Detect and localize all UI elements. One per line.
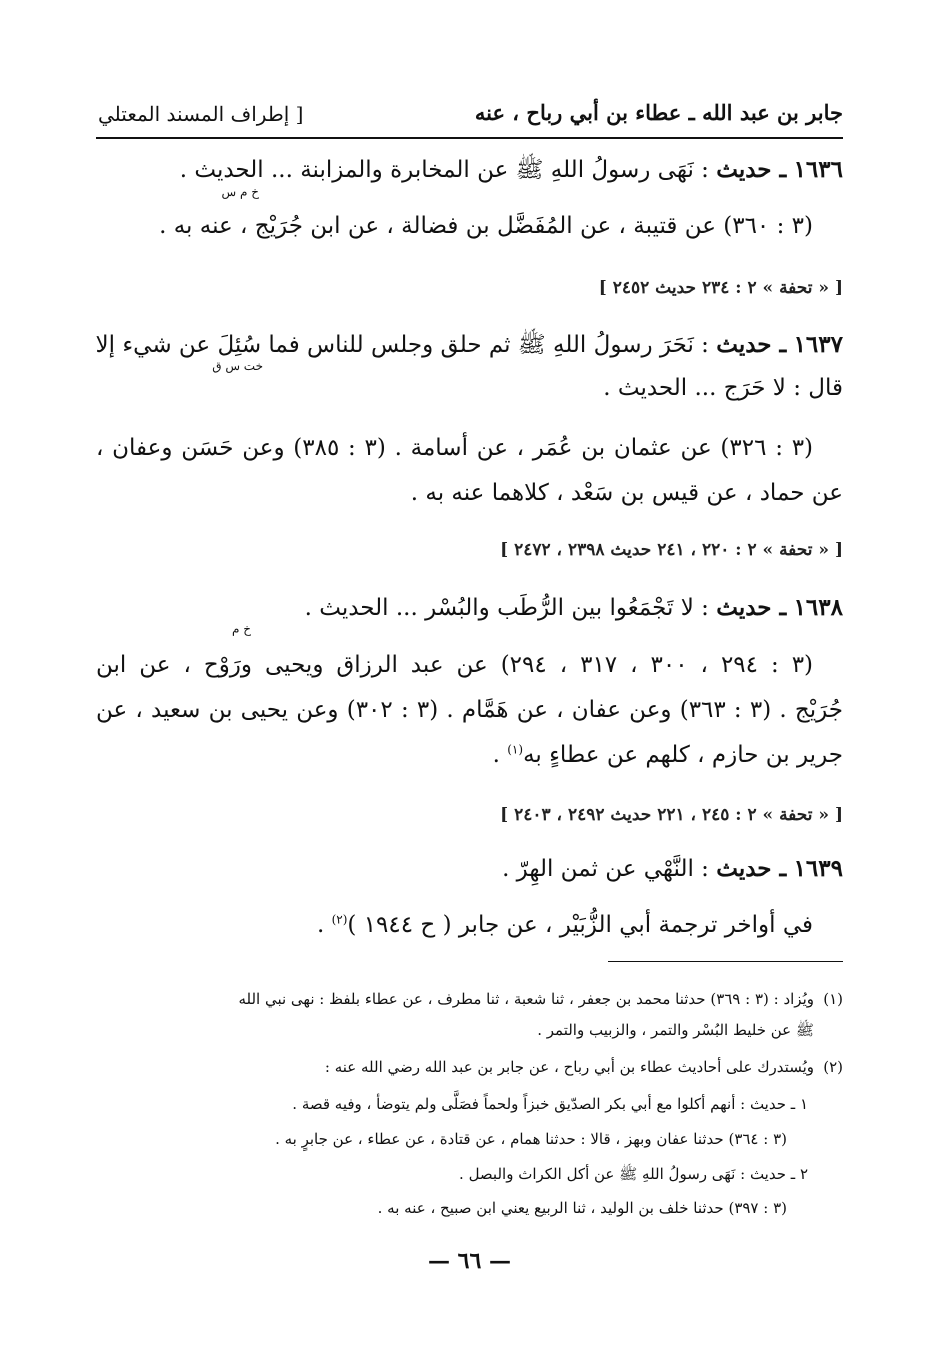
footnote-2-line: ٢ ـ حديث : نَهَى رسولُ اللهِ ﷺ عن أكل الكراث والبصل . [459,1165,808,1183]
entry-1639-heading: ١٦٣٩ ـ حديث : النَّهْي عن ثمن الهِرّ . [502,855,843,882]
entry-number: ١٦٣٧ [793,331,843,358]
entry-number: ١٦٣٨ [793,594,843,621]
entry-1638-source: (٣ : ٢٩٤ ، ٣٠٠ ، ٣١٧ ، ٢٩٤) عن عبد الرزاق ويحيى ورَوْح ، عن ابن [96,652,814,678]
entry-1638-source-cont2: جرير بن حازم ، كلهم عن عطاءٍ به$^{(١)}$ . [492,742,843,768]
entry-1639-source: في أواخر ترجمة أبي الزُّبَيْر ، عن جابر ( ح ١٩٤٤ )$^{(٢)}$ . [316,912,813,938]
entry-1637-source: (٣ : ٣٢٦) عن عثمان بن عُمَر ، عن أسامة . (٣ : ٣٨٥) وعن حَسَن وعفان ، [96,435,814,461]
page-number: — ٦٦ — [428,1248,511,1274]
entry-1637-sigla: خت س ق [212,359,263,373]
entry-keyword: حديث [716,594,772,621]
header-rule [96,137,843,139]
running-header-title: جابر بن عبد الله ـ عطاء بن أبي رباح ، عنه [474,100,843,125]
entry-keyword: حديث [716,331,772,358]
entry-1636-heading: ١٦٣٦ ـ حديث : نَهَى رسولُ اللهِ ﷺ عن المخابرة والمزابنة ... الحديث . [179,156,843,183]
footnote-1-number: (١) [823,990,843,1008]
entry-1637-heading: ١٦٣٧ ـ حديث : نَحَرَ رسولُ اللهِ ﷺ ثم حلق وجلس للناس فما سُئِلَ عن شيء إلا [95,331,843,358]
footnote-2-line: (٣ : ٣٩٧) حدثنا خلف بن الوليد ، ثنا الربيع يعني ابن صبيح ، عنه به . [377,1199,787,1217]
entry-number: ١٦٣٦ [793,156,843,183]
footnote-marker[interactable]: (٢) [331,912,348,927]
entry-1638-tuhfa-ref: [ « تحفة » ٢ : ٢٤٥ ، ٢٢١ حديث ٢٤٩٢ ، ٢٤٠٣ ] [500,805,843,825]
running-header-book: [ إطراف المسند المعتلي [98,102,304,126]
entry-1637-tuhfa-ref: [ « تحفة » ٢ : ٢٢٠ ، ٢٤١ حديث ٢٣٩٨ ، ٢٤٧٢ ] [500,540,843,560]
entry-1636-sigla: خ م س [221,185,259,199]
entry-1638-heading: ١٦٣٨ ـ حديث : لا تَجْمَعُوا بين الرُّطَب والبُسْر ... الحديث . [304,594,843,621]
entry-1637-text-cont: قال : لا حَرَج ... الحديث . [603,375,843,401]
footnote-separator [608,961,843,962]
entry-1637-source-cont: عن حماد ، عن قيس بن سَعْد ، كلاهما عنه به . [410,480,843,506]
footnote-1-line: ﷺ عن خليط البُسْر والتمر ، والزبيب والتمر . [537,1021,814,1039]
footnote-2-line: ١ ـ حديث : أنهم أكلوا مع أبي بكر الصدّيق خبزاً ولحماً فصَلَّى ولم يتوضأ ، وفيه قصة . [292,1095,808,1113]
footnote-marker[interactable]: (١) [507,742,524,757]
entry-keyword: حديث [716,855,772,882]
footnote-2-line: (٣ : ٣٦٤) حدثنا عفان وبهز ، قالا : حدثنا همام ، عن قتادة ، عن عطاء ، عن جابرٍ به . [275,1130,787,1148]
entry-text: : النَّهْي عن ثمن الهِرّ . [502,856,709,882]
footnote-1-line: ويُزاد : (٣ : ٣٦٩) حدثنا محمد بن جعفر ، ثنا شعبة ، ثنا مطرف ، عن عطاء بلفظ : نهى نبي الله [238,990,814,1008]
entry-1636-tuhfa-ref: [ « تحفة » ٢ : ٢٣٤ حديث ٢٤٥٢ ] [598,278,843,298]
entry-text: : نَهَى رسولُ اللهِ ﷺ عن المخابرة والمزابنة ... الحديث . [179,157,709,183]
entry-1638-source-cont: جُرَيْج . (٣ : ٣٦٣) وعن عفان ، عن هَمَّام . (٣ : ٣٠٢) وعن يحيى بن سعيد ، عن [96,697,844,723]
entry-1638-sigla: خ م [232,622,251,636]
entry-keyword: حديث [716,156,772,183]
footnote-2-line: ويُستدرك على أحاديث عطاء بن أبي رباح ، عن جابر بن عبد الله رضي الله عنه : [324,1058,814,1076]
footnote-2-number: (٢) [823,1058,843,1076]
entry-text: : نَحَرَ رسولُ اللهِ ﷺ ثم حلق وجلس للناس فما سُئِلَ عن شيء إلا [95,332,709,358]
entry-text: : لا تَجْمَعُوا بين الرُّطَب والبُسْر ... الحديث . [304,595,709,621]
entry-number: ١٦٣٩ [793,855,843,882]
entry-1636-source: (٣ : ٣٦٠) عن قتيبة ، عن المُفَضَّل بن فضالة ، عن ابن جُرَيْج ، عنه به . [159,213,813,239]
